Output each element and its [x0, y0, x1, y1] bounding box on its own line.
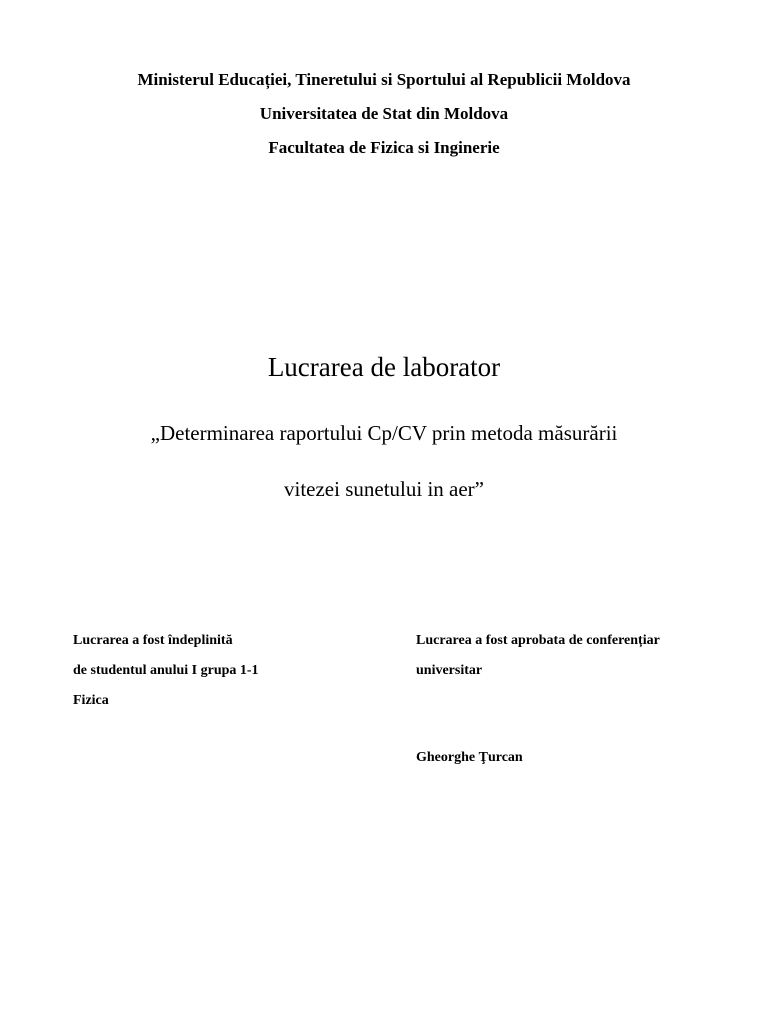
approved-by-line-1: Lucrarea a fost aprobata de conferențiar: [416, 633, 660, 648]
performed-by-line-2: de studentul anului I grupa 1-1: [73, 663, 259, 678]
university-heading: Universitatea de Stat din Moldova: [259, 104, 509, 123]
document-title: Lucrarea de laborator: [267, 352, 501, 382]
approved-by-line-2: universitar: [416, 663, 483, 678]
supervisor-name: Gheorghe Ţurcan: [416, 750, 523, 765]
work-topic-line-1: „Determinarea raportului Cp/CV prin metoda măsurării: [150, 421, 618, 445]
faculty-heading: Facultatea de Fizica si Inginerie: [268, 138, 500, 157]
ministry-heading: Ministerul Educației, Tineretului si Sportului al Republicii Moldova: [137, 70, 631, 89]
performed-by-line-1: Lucrarea a fost îndeplinită: [73, 633, 233, 648]
performed-by-line-3: Fizica: [73, 693, 109, 708]
work-topic-line-2: vitezei sunetului in aer”: [283, 477, 484, 501]
